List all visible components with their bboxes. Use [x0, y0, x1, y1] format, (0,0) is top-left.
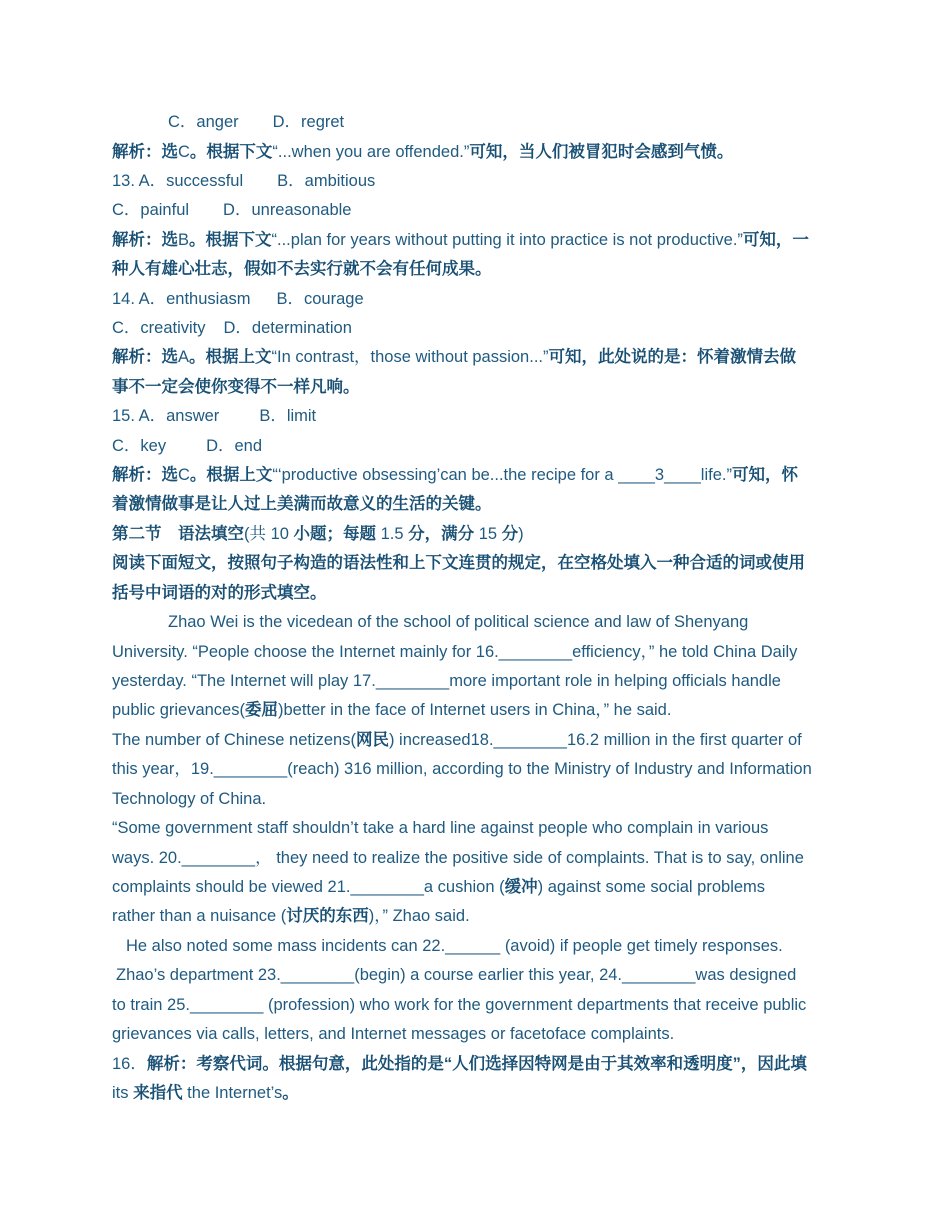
option-c: C．key: [112, 437, 167, 455]
q15-explanation-cont: 着激情做事是让人过上美满而故意义的生活的关键。: [112, 495, 492, 513]
option-a: 15. A．answer: [112, 407, 220, 425]
explanation-conclusion: 可知，当人们被冒犯时会感到气愤。: [469, 143, 734, 161]
section-instructions-2: 括号中词语的对的形式填空。: [112, 584, 327, 602]
section-title-total: 15: [474, 525, 502, 543]
passage-text: )，” Zhao said.: [368, 907, 470, 925]
answer-word: its: [112, 1084, 134, 1102]
section-title-per: 小题；每题: [293, 525, 377, 543]
option-a: 14. A．enthusiasm: [112, 290, 251, 308]
section-title-total-label: 分，满分: [408, 525, 475, 543]
option-a: 13. A．successful: [112, 172, 244, 190]
explanation-quote: “...plan for years without putting it into practice is not productive.”: [271, 231, 743, 249]
explanation-mid: 。根据下文: [189, 231, 272, 249]
passage-text: complaints should be viewed 21.________a cushion (: [112, 878, 505, 896]
option-d: D．determination: [223, 319, 352, 337]
explanation-label: 解析：选: [112, 231, 178, 249]
passage-line-10: [112, 876, 765, 898]
q12-explanation: [112, 141, 733, 163]
q14-explanation: [112, 346, 796, 368]
explanation-quote: “In contrast，those without passion...”: [271, 348, 549, 366]
explanation-label: 解析：选: [112, 143, 178, 161]
explanation-quote: “...when you are offended.”: [272, 143, 470, 161]
explanation-conclusion: 可知，一: [742, 231, 809, 249]
passage-text: The number of Chinese netizens(: [112, 731, 356, 749]
q15-options-ab: [112, 405, 316, 427]
passage-line-6: this year，19.________(reach) 316 million, according to the Ministry of Industry and Information: [112, 760, 812, 778]
option-d: D．unreasonable: [223, 201, 352, 219]
explanation-mid: 。根据下文: [189, 143, 273, 161]
passage-line-4: [112, 699, 671, 721]
passage-gloss: 讨厌的东西: [286, 907, 369, 925]
option-d: D．end: [206, 437, 263, 455]
answer-letter: A: [178, 348, 190, 366]
question-number: 16．: [112, 1055, 147, 1073]
section-title-points: 1.5: [376, 525, 409, 543]
passage-text: )better in the face of Internet users in China，” he said.: [277, 701, 672, 719]
passage-line-15: grievances via calls, letters, and Internet messages or facetoface complaints.: [112, 1025, 675, 1043]
passage-text: public grievances(: [112, 701, 245, 719]
explanation-label: 解析：选: [112, 466, 178, 484]
answer-letter: C: [178, 143, 190, 161]
option-c: C．painful: [112, 201, 190, 219]
passage-line-9: ways. 20.________， they need to realize the positive side of complaints. That is to say, online: [112, 849, 804, 867]
q14-options-cd: [112, 317, 352, 339]
q13-explanation: [112, 229, 809, 251]
q16-explanation-cont: [112, 1082, 299, 1104]
passage-text: ) increased18.________16.2 million in the first quarter of: [388, 731, 802, 749]
option-b: B．ambitious: [277, 172, 376, 190]
explanation-text: 解析：考察代词。根据句意，此处指的是“人们选择因特网是由于其效率和透明度”，因此填: [146, 1055, 807, 1073]
passage-line-7: Technology of China.: [112, 790, 267, 808]
section-title-count: 10: [266, 525, 294, 543]
explanation-quote: the Internet’s: [182, 1084, 283, 1102]
explanation-mid: 。根据上文: [189, 466, 273, 484]
explanation-end: 。: [282, 1084, 299, 1102]
explanation-conclusion: 可知，怀: [731, 466, 798, 484]
q12-options-cd: [168, 111, 344, 133]
passage-line-2: University. “People choose the Internet mainly for 16.________efficiency，” he told China Daily: [112, 643, 798, 661]
option-d: D．regret: [272, 113, 345, 131]
section-title-unit: 分: [501, 525, 519, 543]
q15-options-cd: [112, 435, 262, 457]
passage-text: ) against some social problems: [537, 878, 766, 896]
passage-gloss: 委屈: [244, 701, 278, 719]
option-c: C．creativity: [112, 319, 206, 337]
option-b: B．limit: [259, 407, 317, 425]
explanation-label: 解析：选: [112, 348, 178, 366]
explanation-quote: “‘productive obsessing’can be...the recipe for a ____3____life.”: [272, 466, 732, 484]
q13-explanation-cont: 种人有雄心壮志，假如不去实行就不会有任何成果。: [112, 260, 492, 278]
q13-options-cd: [112, 199, 351, 221]
explanation-text: 来指代: [133, 1084, 183, 1102]
passage-line-5: [112, 729, 802, 751]
passage-text: rather than a nuisance (: [112, 907, 287, 925]
passage-line-11: [112, 905, 470, 927]
section-title-close: ): [518, 525, 524, 543]
passage-line-8: “Some government staff shouldn’t take a hard line against people who complain in various: [112, 819, 769, 837]
section-title: [112, 523, 524, 545]
passage-line-12: He also noted some mass incidents can 22.______ (avoid) if people get timely responses.: [126, 937, 783, 955]
passage-line-14: to train 25.________ (profession) who work for the government departments that receive public: [112, 996, 807, 1014]
passage-line-1: Zhao Wei is the vicedean of the school of political science and law of Shenyang: [168, 613, 749, 631]
passage-gloss: 网民: [355, 731, 389, 749]
section-title-text: 第二节 语法填空: [112, 525, 244, 543]
answer-letter: C: [178, 466, 190, 484]
answer-letter: B: [178, 231, 190, 249]
section-instructions-1: 阅读下面短文，按照句子构造的语法性和上下文连贯的规定，在空格处填入一种合适的词或使用: [112, 554, 805, 572]
option-b: B．courage: [276, 290, 364, 308]
passage-line-3: yesterday. “The Internet will play 17.________more important role in helping officials handle: [112, 672, 781, 690]
q14-options-ab: [112, 288, 364, 310]
q14-explanation-cont: 事不一定会使你变得不一样凡响。: [112, 378, 360, 396]
passage-gloss: 缓冲: [504, 878, 538, 896]
section-title-paren: (共: [244, 525, 266, 543]
explanation-conclusion: 可知，此处说的是：怀着激情去做: [548, 348, 796, 366]
option-c: C．anger: [168, 113, 239, 131]
passage-line-13: Zhao’s department 23.________(begin) a course earlier this year, 24.________was designed: [116, 966, 797, 984]
q13-options-ab: [112, 170, 375, 192]
q16-explanation: [112, 1053, 807, 1075]
q15-explanation: [112, 464, 798, 486]
explanation-mid: 。根据上文: [189, 348, 272, 366]
